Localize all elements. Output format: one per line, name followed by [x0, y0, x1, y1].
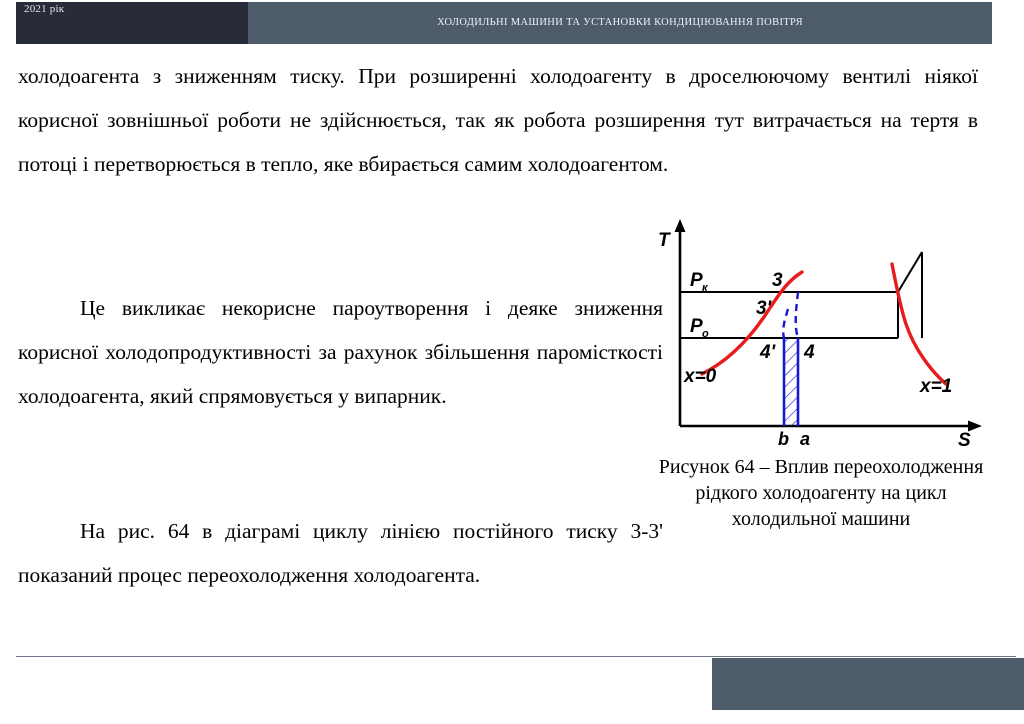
figure-64	[652, 214, 992, 532]
header-year-label: 2021 рік	[24, 3, 65, 15]
process-3prime-4prime-line	[783, 309, 788, 338]
isobar-pk-label: P	[690, 270, 703, 291]
paragraph-2: Це викликає некорисне пароутворення і деяке зниження корисної холодопродуктивності за рахунок збільшення паромісткості холодоагента, який спрямовується у випарник.	[18, 296, 663, 408]
entropy-tick-a-label: a	[800, 429, 811, 449]
footer-accent-block	[712, 658, 1024, 710]
x-axis-label: S	[958, 430, 971, 450]
page-header	[16, 2, 1024, 44]
compression-line	[898, 252, 922, 292]
y-axis-arrow-icon	[675, 219, 686, 232]
state-point-3-label: 3	[772, 270, 783, 291]
saturated-vapor-curve	[892, 264, 946, 384]
isobar-po-label: P	[690, 316, 703, 337]
figure-caption: Рисунок 64 – Вплив переохолодження рідкого холодоагенту на цикл холодильної машини	[658, 456, 984, 530]
state-point-4-label: 4	[804, 342, 815, 363]
isobar-po-subscript: о	[702, 328, 709, 340]
hatched-area	[784, 338, 798, 426]
paragraph-1: холодоагента з зниженням тиску. При розширенні холодоагенту в дроселюючому вентилі ніякої корисної зовнішньої роботи не здійснюється, так як робота розширення тут витрачається на тертя в потоці і перетворюється в тепло, яке вбирається самим холодоагентом.	[18, 64, 978, 176]
isobar-pk-subscript: к	[702, 282, 708, 294]
state-point-3prime-label: 3'	[756, 298, 772, 319]
process-3-4-line	[796, 292, 798, 338]
page-title: ХОЛОДИЛЬНІ МАШИНИ ТА УСТАНОВКИ КОНДИЦІЮВАННЯ ПОВІТРЯ	[437, 17, 803, 28]
y-axis-label: T	[658, 230, 670, 251]
paragraph-3: На рис. 64 в діаграмі циклу лінією постійного тиску 3-3' показаний процес переохолодження холодоагента.	[18, 519, 663, 587]
footer-divider	[16, 656, 1016, 657]
ts-diagram	[652, 214, 990, 450]
state-point-4prime-label: 4'	[760, 342, 776, 363]
quality-x0-label: x=0	[684, 366, 717, 387]
quality-x1-label: x=1	[920, 376, 953, 397]
entropy-tick-b-label: b	[778, 429, 789, 449]
